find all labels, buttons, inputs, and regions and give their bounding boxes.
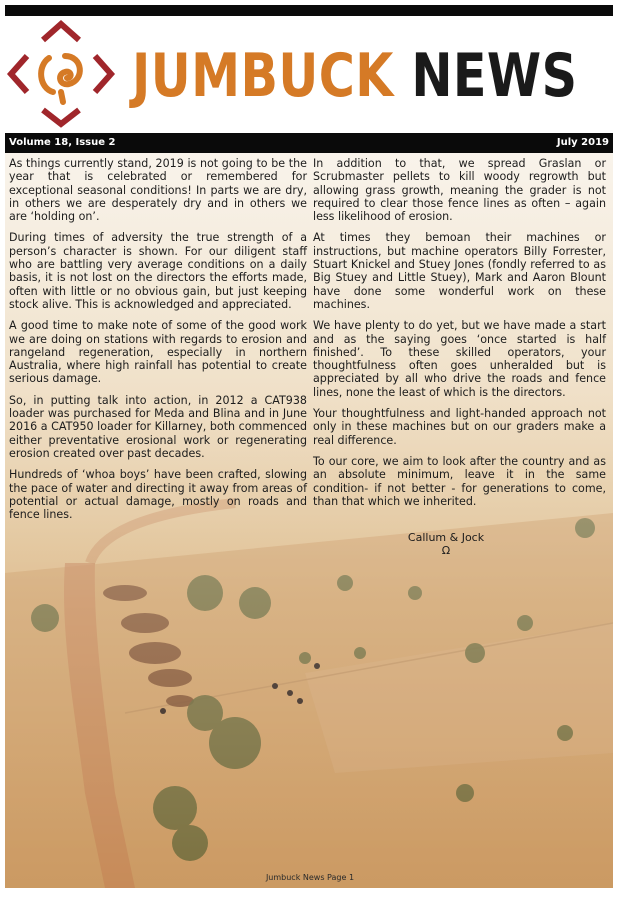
article-column-left bbox=[9, 157, 307, 529]
paragraph: To our core, we aim to look after the country and as an absolute minimum, leave it in the same condition- if not better - for generations to come, than that which we inherited. bbox=[313, 454, 606, 508]
paragraph: At times they bemoan their machines or instructions, but machine operators Billy Forrester, Stuart Knickel and Stuey Jones (fondly referred to as Big Stuey and Little Stuey), Mark and Aaron Blount have done some wonderful work on these machines. bbox=[313, 231, 606, 311]
top-rule bbox=[5, 5, 613, 16]
issue-bar bbox=[5, 133, 613, 153]
paragraph: We have plenty to do yet, but we have made a start and as the saying goes ‘once started is half finished’. To these skilled operators, your thoughtfulness often goes unheralded but is appreciated by all who drive the roads and fence lines, none the least of which is the directors. bbox=[313, 319, 606, 399]
masthead-title-jumbuck: JUMBUCK bbox=[132, 41, 394, 111]
paragraph: So, in putting talk into action, in 2012 a CAT938 loader was purchased for Meda and Blina and in June 2016 a CAT950 loader for Killarney, both commenced either preventative erosional work or regenerating erosion created over past decades. bbox=[9, 393, 307, 460]
paragraph: Your thoughtfulness and light-handed approach not only in these machines but on our graders make a real difference. bbox=[313, 407, 606, 447]
page-footer: Jumbuck News Page 1 bbox=[265, 873, 355, 882]
signature-mark: Ω bbox=[441, 544, 451, 557]
article-column-right bbox=[313, 157, 606, 516]
paragraph: During times of adversity the true strength of a person’s character is shown. For our diligent staff who are battling very average conditions on a daily basis, it is not lost on the directors the efforts made, often with little or no obvious gain, but just keeping stock alive. This is acknowledged and appreciated. bbox=[9, 231, 307, 311]
issue-date: July 2019 bbox=[556, 137, 609, 148]
signature-names: Callum & Jock bbox=[407, 531, 485, 544]
paragraph: In addition to that, we spread Graslan or Scrubmaster pellets to kill woody regrowth but allowing grass growth, meaning the grader is not required to clear those fence lines as often – again less likelihood of erosion. bbox=[313, 157, 606, 224]
volume-issue: Volume 18, Issue 2 bbox=[9, 137, 116, 148]
paragraph: Hundreds of ‘whoa boys’ have been crafted, slowing the pace of water and directing it away from areas of potential or actual damage, mostly on roads and fence lines. bbox=[9, 468, 307, 522]
masthead-title bbox=[132, 36, 578, 116]
paragraph: A good time to make note of some of the good work we are doing on stations with regards to erosion and rangeland regeneration, especially in northern Australia, where high rainfall has potential to create serious damage. bbox=[9, 319, 307, 386]
paragraph: As things currently stand, 2019 is not going to be the year that is celebrated or remembered for exceptional seasonal conditions! In parts we are dry, in others we are desperately dry and in others we are ‘holding on’. bbox=[9, 157, 307, 224]
signature bbox=[400, 531, 492, 557]
masthead-title-news: NEWS bbox=[411, 41, 578, 111]
jumbuck-logo-icon bbox=[3, 18, 119, 130]
